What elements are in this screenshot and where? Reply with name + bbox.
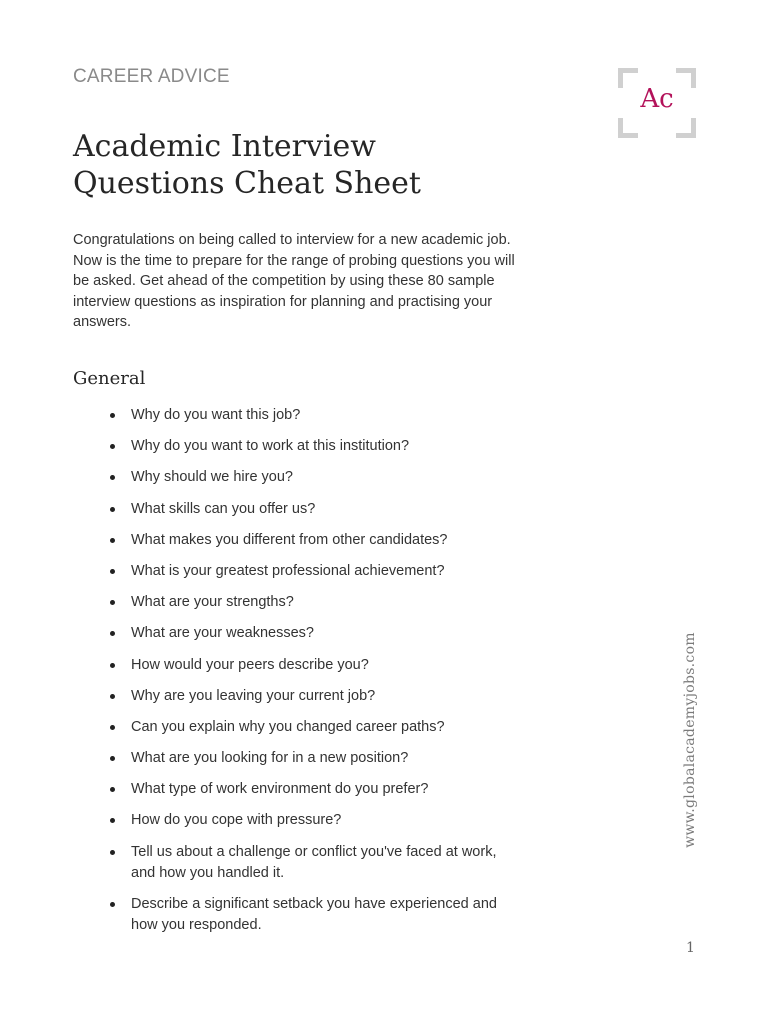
logo-corner-bottom-right: [676, 118, 694, 136]
question-item: How would your peers describe you?: [131, 655, 516, 676]
academic-logo: [618, 68, 696, 138]
question-item: What are your strengths?: [131, 592, 516, 613]
title-line-1: Academic Interview: [73, 129, 376, 164]
question-item: Why do you want this job?: [131, 405, 516, 426]
question-item: Why are you leaving your current job?: [131, 686, 516, 707]
question-item: Tell us about a challenge or conflict you've faced at work, and how you handled it.: [131, 842, 516, 884]
page-number: 1: [686, 940, 695, 956]
question-item: Describe a significant setback you have experienced and how you responded.: [131, 894, 516, 936]
website-url: www.globalacademyjobs.com: [682, 632, 698, 848]
question-item: What is your greatest professional achievement?: [131, 561, 516, 582]
title-line-2: Questions Cheat Sheet: [73, 166, 421, 201]
section-heading-general: General: [73, 368, 146, 389]
question-item: What are you looking for in a new position?: [131, 748, 516, 769]
question-item: What skills can you offer us?: [131, 499, 516, 520]
question-item: Can you explain why you changed career paths?: [131, 717, 516, 738]
question-item: What type of work environment do you prefer?: [131, 779, 516, 800]
logo-corner-bottom-left: [620, 118, 638, 136]
question-item: What are your weaknesses?: [131, 623, 516, 644]
question-item: Why do you want to work at this institution?: [131, 436, 516, 457]
page-title: [73, 128, 533, 202]
question-item: What makes you different from other candidates?: [131, 530, 516, 551]
question-item: Why should we hire you?: [131, 467, 516, 488]
intro-paragraph: Congratulations on being called to interview for a new academic job. Now is the time to prepare for the range of probing questions you will be asked. Get ahead of the competition by using these 80 sample interview questions as inspiration for planning and practising your answers.: [73, 232, 515, 331]
general-questions-list: [131, 405, 516, 946]
page-kicker: CAREER ADVICE: [73, 66, 230, 87]
logo-text: Ac: [640, 84, 674, 114]
question-item: How do you cope with pressure?: [131, 810, 516, 831]
